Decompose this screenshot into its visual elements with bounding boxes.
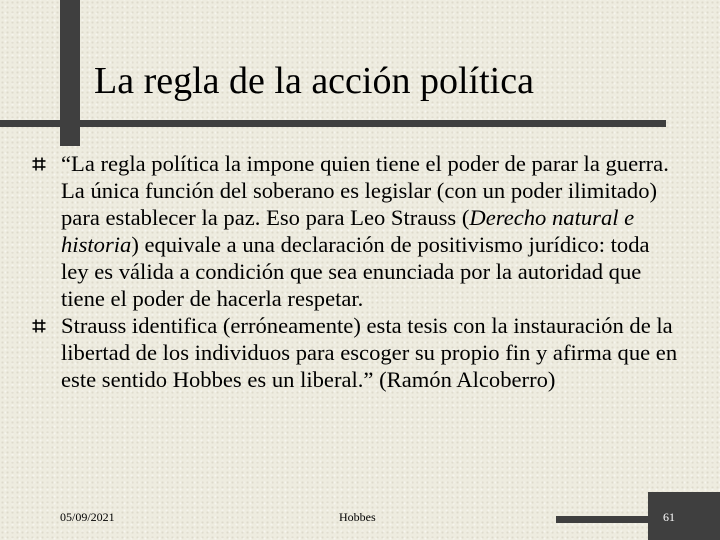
hash-bullet-icon (32, 319, 46, 333)
hash-bullet-icon (32, 157, 46, 171)
bullet-text-1-before: “La regla política la impone quien tiene el poder de parar la guerra. La única función del soberano es legislar (con un poder ilimitado) para establecer la paz. Eso para Leo Strauss ( (61, 151, 669, 230)
footer-date: 05/09/2021 (60, 510, 115, 524)
slide-title: La regla de la acción política (94, 60, 534, 102)
page-number: 61 (663, 510, 675, 524)
bullet-text-1-after: ) equivale a una declaración de positivismo jurídico: toda ley es válida a condición que sea enunciada por la autoridad que tiene el poder de hacerla respetar. (61, 232, 650, 311)
bullet-list (32, 150, 682, 393)
bullet-text-2: Strauss identifica (erróneamente) esta tesis con la instauración de la libertad de los individuos para escoger su propio fin y afirma que en este sentido Hobbes es un liberal.” (Ramón Alcoberro) (61, 313, 678, 392)
bullet-text-1 (61, 150, 682, 312)
footer-topic: Hobbes (339, 510, 376, 524)
footer-accent-line (556, 516, 648, 523)
title-horizontal-rule (0, 120, 666, 127)
bullet-item-1 (32, 150, 682, 312)
book-title: Derecho natural e historia (61, 205, 635, 257)
bullet-item-2 (32, 312, 682, 393)
